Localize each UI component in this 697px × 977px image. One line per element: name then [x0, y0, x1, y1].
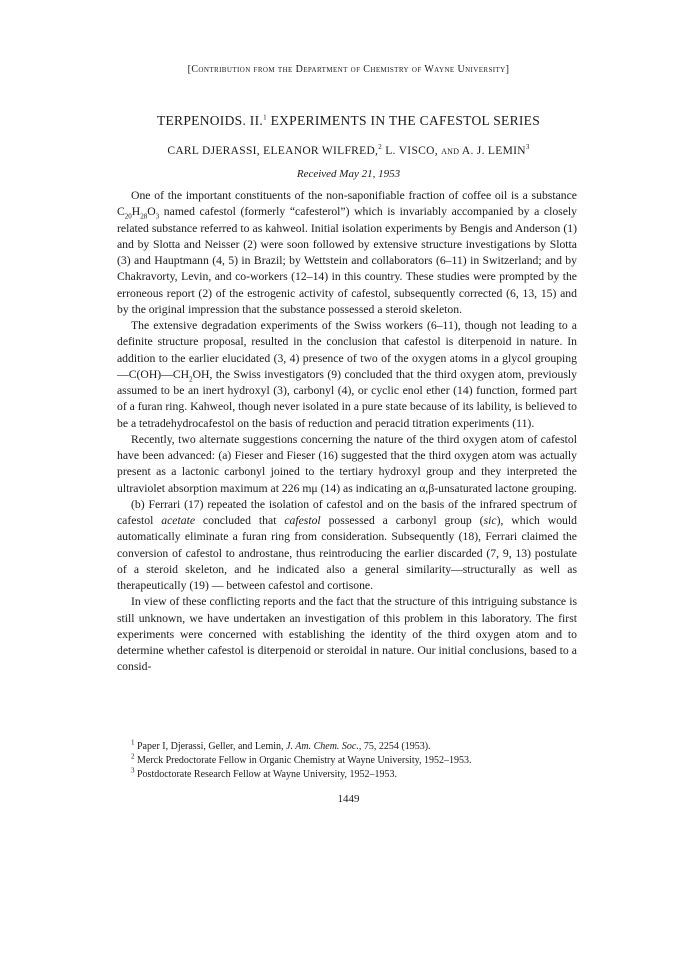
paragraph-1 [117, 188, 577, 318]
paragraph-2 [117, 318, 577, 432]
authors-part-c: A. J. LEMIN [459, 145, 526, 157]
author-footnote-mark: 2 [378, 143, 383, 152]
subscript: 3 [155, 212, 160, 221]
text-run: O [147, 205, 156, 219]
footnote-text: Postdoctorate Research Fellow at Wayne University, 1952–1953. [134, 768, 397, 780]
text-run: concluded that [195, 514, 285, 527]
subscript: 2 [189, 375, 193, 384]
authors-part-a: CARL DJERASSI, ELEANOR WILFRED, [167, 145, 379, 157]
text-run: H [131, 205, 141, 219]
footnote-text: Paper I, Djerassi, Geller, and Lemin, [134, 741, 286, 752]
footnote-mark: 2 [131, 752, 135, 761]
footnote-2 [117, 754, 577, 768]
text-run: One of the important constituents of the non-saponifiable fraction of coffee oil is a substance C [117, 189, 577, 219]
footnote-mark: 3 [131, 766, 135, 775]
title-main: TERPENOIDS. II. [156, 113, 264, 128]
italic-run: acetate [161, 514, 196, 527]
subscript: 28 [140, 212, 148, 221]
text-run: ), which would automatically eliminate a furan ring from consideration. Subsequently (18), Ferrari claimed the conversion of cafestol to androstane, thus reintroducing the earlier discarded (7, 9, 13) postulate of a steroid skeleton, and he indicated also a general similarity—structurally as well as therapeutically (19) — between cafestol and cortisone. [117, 514, 577, 592]
paragraph-5: In view of these conflicting reports and the fact that the structure of this intriguing substance is still unknown, we have undertaken an investigation of this problem in this laboratory. The first experiments were concerned with establishing the identity of the third oxygen atom and to determine whether cafestol is diterpenoid or steroidal in nature. Our initial conclusions, based to a consid- [117, 595, 577, 674]
footnotes [117, 740, 577, 781]
title-footnote-mark: 1 [263, 113, 267, 122]
footnote-1 [117, 740, 577, 754]
author-line [0, 145, 697, 157]
italic-run: sic [483, 514, 497, 527]
footnote-3 [117, 768, 577, 782]
text-run: The extensive degradation experiments of the Swiss workers (6–11), though not leading to a definite structure proposal, resulted in the conclusion that cafestol is diterpenoid in nature. In addition to the earlier elucidated (3, 4) presence of two of the oxygen atoms in a glycol grouping —C(OH)—CH [117, 319, 577, 381]
page-number: 1449 [337, 793, 360, 805]
article-body [117, 188, 577, 676]
footnote-text: , 75, 2254 (1953). [358, 741, 431, 752]
text-run: (b) Ferrari (17) repeated the isolation of cafestol and on the basis of the infrared spectrum of cafestol [117, 497, 577, 527]
paragraph-3: Recently, two alternate suggestions concerning the nature of the third oxygen atom of cafestol have been advanced: (a) Fieser and Fieser (16) suggested that the third oxygen atom was actually present as a lactonic carbonyl joined to the tertiary hydroxyl group and they interpreted the ultraviolet absorption maximum at 226 mμ (14) as indicating an α,β-unsaturated lactone grouping. [117, 432, 577, 495]
contribution-line: [Contribution from the Department of Chemistry of Wayne University] [187, 64, 510, 75]
text-run: possessed a carbonyl group ( [320, 514, 484, 527]
footnote-journal: J. Am. Chem. Soc. [286, 741, 359, 752]
text-run: OH, the Swiss investigators (9) concluded that the third oxygen atom, previously assumed to be an inert hydroxyl (3), carbonyl (4), or cyclic enol ether (14) function, formed part of a furan ring. Kahweol, though never isolated in a pure state because of its lability, is believed to be a tetradehydrocafestol on the basis of reduction and peracid titration experiments (11). [117, 367, 577, 430]
article-title [0, 113, 697, 129]
footnote-text: Merck Predoctorate Fellow in Organic Chemistry at Wayne University, 1952–1953. [134, 754, 472, 766]
footnote-mark: 1 [131, 738, 135, 747]
author-footnote-mark: 3 [525, 143, 530, 152]
authors-and: and [441, 145, 460, 157]
title-rest: EXPERIMENTS IN THE CAFESTOL SERIES [266, 113, 541, 128]
authors-part-b: L. VISCO, [382, 145, 442, 157]
text-run: named cafestol (formerly “cafesterol”) which is invariably accompanied by a closely related substance referred to as kahweol. Initial isolation experiments by Bengis and Anderson (1) and by Slotta and Neisser (2) were soon followed by extensive structure investigations by Slotta (3) and Hauptmann (4, 5) in Brazil; by Wettstein and collaborators (6–11) in Switzerland; and by Chakravorty, Levin, and co-workers (12–14) in this country. These studies were prompted by the erroneous report (2) of the estrogenic activity of cafestol, subsequently corrected (6, 13, 15) and by the original impression that the substance possessed a steroid skeleton. [117, 205, 577, 316]
paragraph-4 [117, 497, 577, 595]
received-date: Received May 21, 1953 [296, 168, 401, 180]
subscript: 20 [124, 212, 132, 221]
italic-run: cafestol [284, 514, 321, 527]
